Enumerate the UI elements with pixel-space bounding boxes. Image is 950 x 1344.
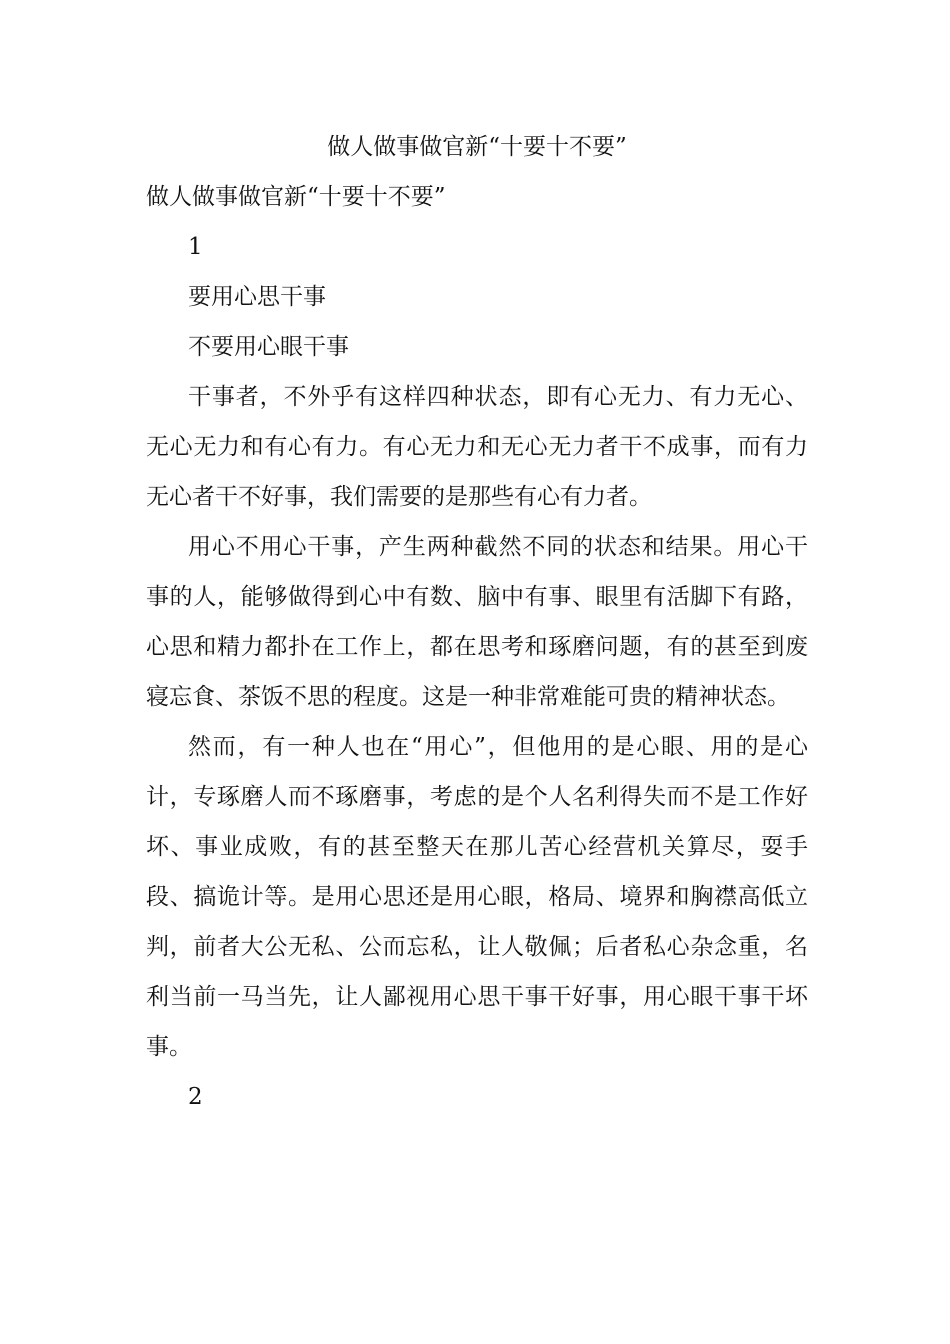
section-number: 1 <box>188 234 203 260</box>
document-page <box>146 122 808 1122</box>
document-subtitle: 做人做事做官新“十要十不要” <box>146 184 446 210</box>
section-heading-do: 要用心思干事 <box>188 284 326 310</box>
body-paragraph: 然而，有一种人也在“用心”，但他用的是心眼、用的是心计，专琢磨人而不琢磨事，考虑的是个人名利得失而不是工作好坏、事业成败，有的甚至整天在那儿苦心经营机关算尽，耍手段、搞诡计等。是用心思还是用心眼，格局、境界和胸襟高低立判，前者大公无私、公而忘私，让人敬佩；后者私心杂念重，名利当前一马当先，让人鄙视用心思干事干好事，用心眼干事干坏事。 <box>146 734 808 1060</box>
body-paragraph: 干事者，不外乎有这样四种状态，即有心无力、有力无心、无心无力和有心有力。有心无力和无心无力者干不成事，而有力无心者干不好事，我们需要的是那些有心有力者。 <box>146 384 808 510</box>
body-paragraph: 用心不用心干事，产生两种截然不同的状态和结果。用心干事的人，能够做得到心中有数、脑中有事、眼里有活脚下有路，心思和精力都扑在工作上，都在思考和琢磨问题，有的甚至到废寝忘食、茶饭不思的程度。这是一种非常难能可贵的精神状态。 <box>146 534 808 710</box>
section-number: 2 <box>188 1084 203 1110</box>
section-heading-dont: 不要用心眼干事 <box>188 334 349 360</box>
document-title: 做人做事做官新“十要十不要” <box>327 134 627 160</box>
